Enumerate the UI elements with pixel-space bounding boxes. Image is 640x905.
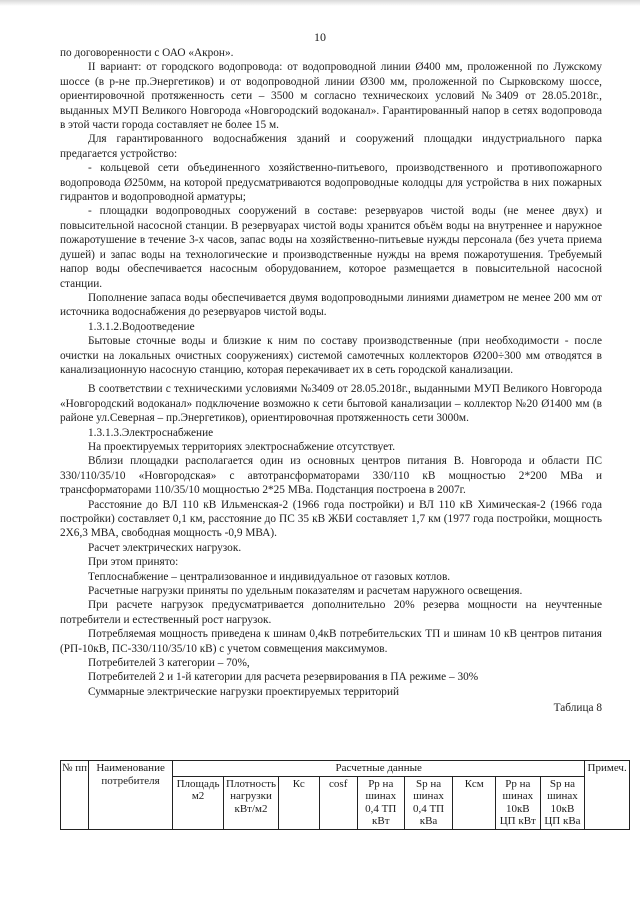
paragraph: II вариант: от городского водопровода: от водопроводной линии Ø400 мм, проложенной по Лужскому шоссе (в р-не пр.Энергетиков) и от водопроводной линии Ø300 мм, проложенной по Сырковскому шоссе, ориентировочной протяженность сети – 3500 м согласно техническоих условий №3409 от 28.05.2018г., выданных МУП Великого Новгорода «Новгородский водоканал». Гарантированный напор в сетях водопровода в этой части города составляет не более 15 м. xyxy=(60,61,602,132)
paragraph: 1.3.1.3.Электроснабжение xyxy=(88,426,214,439)
paragraph: Бытовые сточные воды и близкие к ним по составу производственные (при необходимости - после очистки на локальных очистных сооружениях) системой самотечных коллекторов Ø200÷300 мм отводятся в канализационную насосную станцию, которая перекачивает их в сеть городской канализации. xyxy=(60,335,602,376)
col-cosf: cosf xyxy=(319,776,357,829)
paragraph: 1.3.1.2.Водоотведение xyxy=(88,320,195,333)
paragraph: Таблица 8 xyxy=(553,702,602,715)
paragraph: Потребителей 3 категории – 70%, xyxy=(88,657,250,670)
paragraph: Пополнение запаса воды обеспечивается двумя водопроводными линиями диаметром не менее 200 мм от источника водоснабжения до резервуаров чистой воды. xyxy=(60,291,602,319)
col-area: Площадь м2 xyxy=(173,776,224,829)
col-pp04: Рр на шинах 0,4 ТП кВт xyxy=(357,776,404,829)
electrical-loads-table xyxy=(60,760,630,830)
col-note: Примеч. xyxy=(585,761,630,830)
paragraph: Вблизи площадки располагается один из основных центров питания В. Новгорода и области ПС 330/110/35/10 «Новгородская» с автотрансформаторами 330/110 кВ мощностью 2*200 МВа и трансформаторами 110/35/10 мощностью 2*25 МВа. Подстанция построена в 2007г. xyxy=(60,455,602,497)
paragraph: Потребляемая мощность приведена к шинам 0,4кВ потребительских ТП и шинам 10 кВ центров питания (РП-10кВ, ПС-330/110/35/10 кВ) с учетом совмещения максимумов. xyxy=(60,628,602,655)
document-body xyxy=(60,46,602,716)
paragraph: На проектируемых территориях электроснабжение отсутствует. xyxy=(88,440,396,453)
col-density: Плотность нагрузки кВт/м2 xyxy=(224,776,279,829)
page-number: 10 xyxy=(314,30,326,44)
table-header-row-1 xyxy=(61,761,630,777)
paragraph: Расчет электрических нагрузок. xyxy=(88,541,242,554)
col-kc: Кс xyxy=(279,776,319,829)
paragraph: Суммарные электрические нагрузки проектируемых территорий xyxy=(88,685,400,698)
col-ksm: Ксм xyxy=(453,776,496,829)
paragraph: В соответствии с техническими условиями №3409 от 28.05.2018г., выданными МУП Великого Новгорода «Новгородский водоканал» подключение возможно к сети бытовой канализации – коллектор №20 Ø1400 мм (в районе ул.Северная – пр.Энергетиков), ориентировочная протяженность сети 3000м. xyxy=(60,383,602,425)
paragraph: Теплоснабжение – централизованное и индивидуальное от газовых котлов. xyxy=(88,570,451,583)
paragraph: Расстояние до ВЛ 110 кВ Ильменская-2 (1966 года постройки) и ВЛ 110 кВ Химическая-2 (1966 года постройки) составляет 0,1 км, расстояние до ПС 35 кВ ЖБИ составляет 1,7 км (1977 года постройки, мощность 2Х6,3 МВА, свободная мощность -0,9 МВА). xyxy=(60,498,602,540)
paragraph: Расчетные нагрузки приняты по удельным показателям и расчетам наружного освещения. xyxy=(88,585,523,598)
scan-edge xyxy=(0,0,640,6)
paragraph: по договоренности с ОАО «Акрон». xyxy=(60,47,234,59)
col-group-calc: Расчетные данные xyxy=(173,761,585,777)
paragraph: - кольцевой сети объединенного хозяйственно-питьевого, производственного и противопожарного водопровода Ø250мм, на которой предусматриваются водопроводные колодцы для устройства в них пожарных гидрантов и водопроводной арматуры; xyxy=(60,162,602,204)
col-pp10: Рр на шинах 10кВ ЦП кВт xyxy=(495,776,540,829)
paragraph: При этом принято: xyxy=(88,556,179,569)
col-sp04: Sp на шинах 0,4 ТП кВа xyxy=(404,776,453,829)
col-num: № пп xyxy=(61,761,89,830)
col-name: Наименование потребителя xyxy=(89,761,173,830)
paragraph: Потребителей 2 и 1-й категории для расчета резервирования в ПА режиме – 30% xyxy=(88,671,479,684)
paragraph: Для гарантированного водоснабжения зданий и сооружений площадки индустриального парка предагается устройство: xyxy=(60,133,602,160)
paragraph: - площадки водопроводных сооружений в составе: резервуаров чистой воды (не менее двух) и повысительной насосной станции. В резервуарах чистой воды хранится объём воды на внутреннее и наружное пожаротушение в течение 3-х часов, запас воды на хозяйственно-питьевые нужды персонала (без учета приема душей) и запас воды на технологические и производственные нужды на время пожаротушения. Требуемый напор воды обеспечивается насосным оборудованием, которое размещается в повысительной насосной станции. xyxy=(60,205,602,290)
paragraph: При расчете нагрузок предусматривается дополнительно 20% резерва мощности на неучтенные потребители и естественный рост нагрузок. xyxy=(60,599,602,626)
col-sp10: Sp на шинах 10кВ ЦП кВа xyxy=(540,776,585,829)
